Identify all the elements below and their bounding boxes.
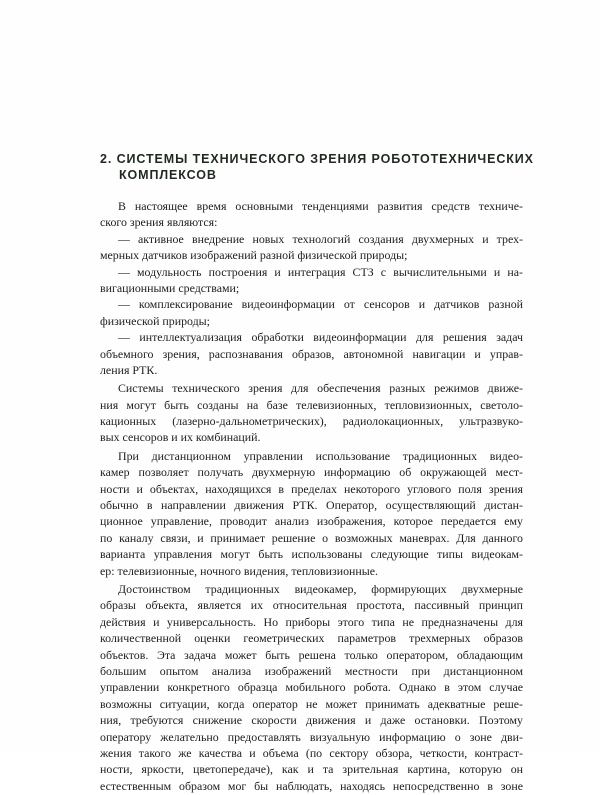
text-line: — комплексирование видеоинформации от сенсоров и датчиков разной [118, 297, 523, 312]
text-line: действия и универсальность. Но приборы этого типа не предназначены для [100, 614, 523, 629]
chapter-heading [100, 150, 534, 183]
text-line: камер позволяет получать двухмерную информацию об окружающей мест- [100, 465, 523, 480]
text-line: вигационными средствами; [100, 280, 240, 295]
text-line: ния, требуются снижение скорости движения и даже остановки. Поэтому [100, 713, 523, 728]
text-line: мерных датчиков изображений разной физической природы; [100, 248, 408, 263]
text-line: оператору желательно предоставлять визуальную информацию о зоне дви- [100, 729, 523, 744]
text-line: физической природы; [100, 313, 210, 328]
text-line: возможны ситуации, когда оператор не может принимать адекватные реше- [100, 696, 523, 711]
text-line: кационных (лазерно-дальнометрических), радиолокационных, ультразвуко- [100, 414, 523, 429]
text-line: обычно в направлении движения РТК. Оператор, осуществляющий дистан- [100, 498, 523, 513]
paragraph [100, 380, 523, 446]
text-line: жения такого же качества и объема (по сектору обзора, четкости, контраст- [100, 745, 523, 760]
paragraph [100, 198, 523, 378]
body-text [100, 198, 523, 795]
text-line: ского зрения являются: [100, 215, 218, 230]
paragraph [100, 448, 523, 579]
text-line: ности, яркости, цветопередаче), как и та зрительная картина, которую он [100, 762, 523, 777]
text-line: управлении конкретного образца мобильного робота. Однако в этом случае [100, 680, 523, 695]
text-line: ния могут быть созданы на базе телевизионных, тепловизионных, светоло- [100, 397, 523, 412]
text-line: вых сенсоров и их комбинаций. [100, 430, 261, 445]
text-line: ционное управление, проводит анализ изображения, которое передается ему [100, 514, 523, 529]
text-line: объектов. Эта задача может быть решена только оператором, обладающим [100, 647, 523, 662]
text-line: При дистанционном управлении использование традиционных видео- [118, 448, 523, 463]
text-line: В настоящее время основными тенденциями развития средств техниче- [118, 199, 523, 213]
text-line: образы объекта, является их относительная простота, пассивный принцип [100, 598, 523, 613]
text-line: ности и объектах, находящихся в пределах некоторого углового поля зрения [100, 481, 523, 496]
chapter-heading-line: КОМПЛЕКСОВ [119, 168, 217, 183]
text-line: — интеллектуализация обработки видеоинформации для решения задач [118, 330, 523, 345]
text-line: — активное внедрение новых технологий создания двухмерных и трех- [118, 231, 523, 246]
text-line: объемного зрения, распознавания образов, автономной навигации и управ- [100, 346, 523, 361]
chapter-heading-line: 2. СИСТЕМЫ ТЕХНИЧЕСКОГО ЗРЕНИЯ РОБОТОТЕХНИЧЕСКИХ [100, 152, 534, 166]
text-line: — модульность построения и интеграция СТЗ с вычислительными и на- [118, 264, 523, 279]
text-line: Системы технического зрения для обеспечения разных режимов движе- [118, 381, 523, 396]
text-line: ления РТК. [100, 362, 158, 377]
paragraph [100, 581, 523, 794]
text-line: варианта управления могут быть использованы следующие типы видеокам- [100, 547, 523, 562]
text-line: большим опытом анализа изображений местности при дистанционном [100, 663, 523, 678]
text-line: естественным образом мог бы наблюдать, находясь непосредственно в зоне [100, 778, 523, 793]
text-line: по каналу связи, и принимает решение о возможных маневрах. Для данного [100, 530, 523, 545]
text-line: количественной оценки геометрических параметров трехмерных образов [100, 631, 523, 646]
text-line: Достоинством традиционных видеокамер, формирующих двухмерные [118, 581, 523, 596]
text-line: ер: телевизионные, ночного видения, тепловизионные. [100, 563, 379, 578]
